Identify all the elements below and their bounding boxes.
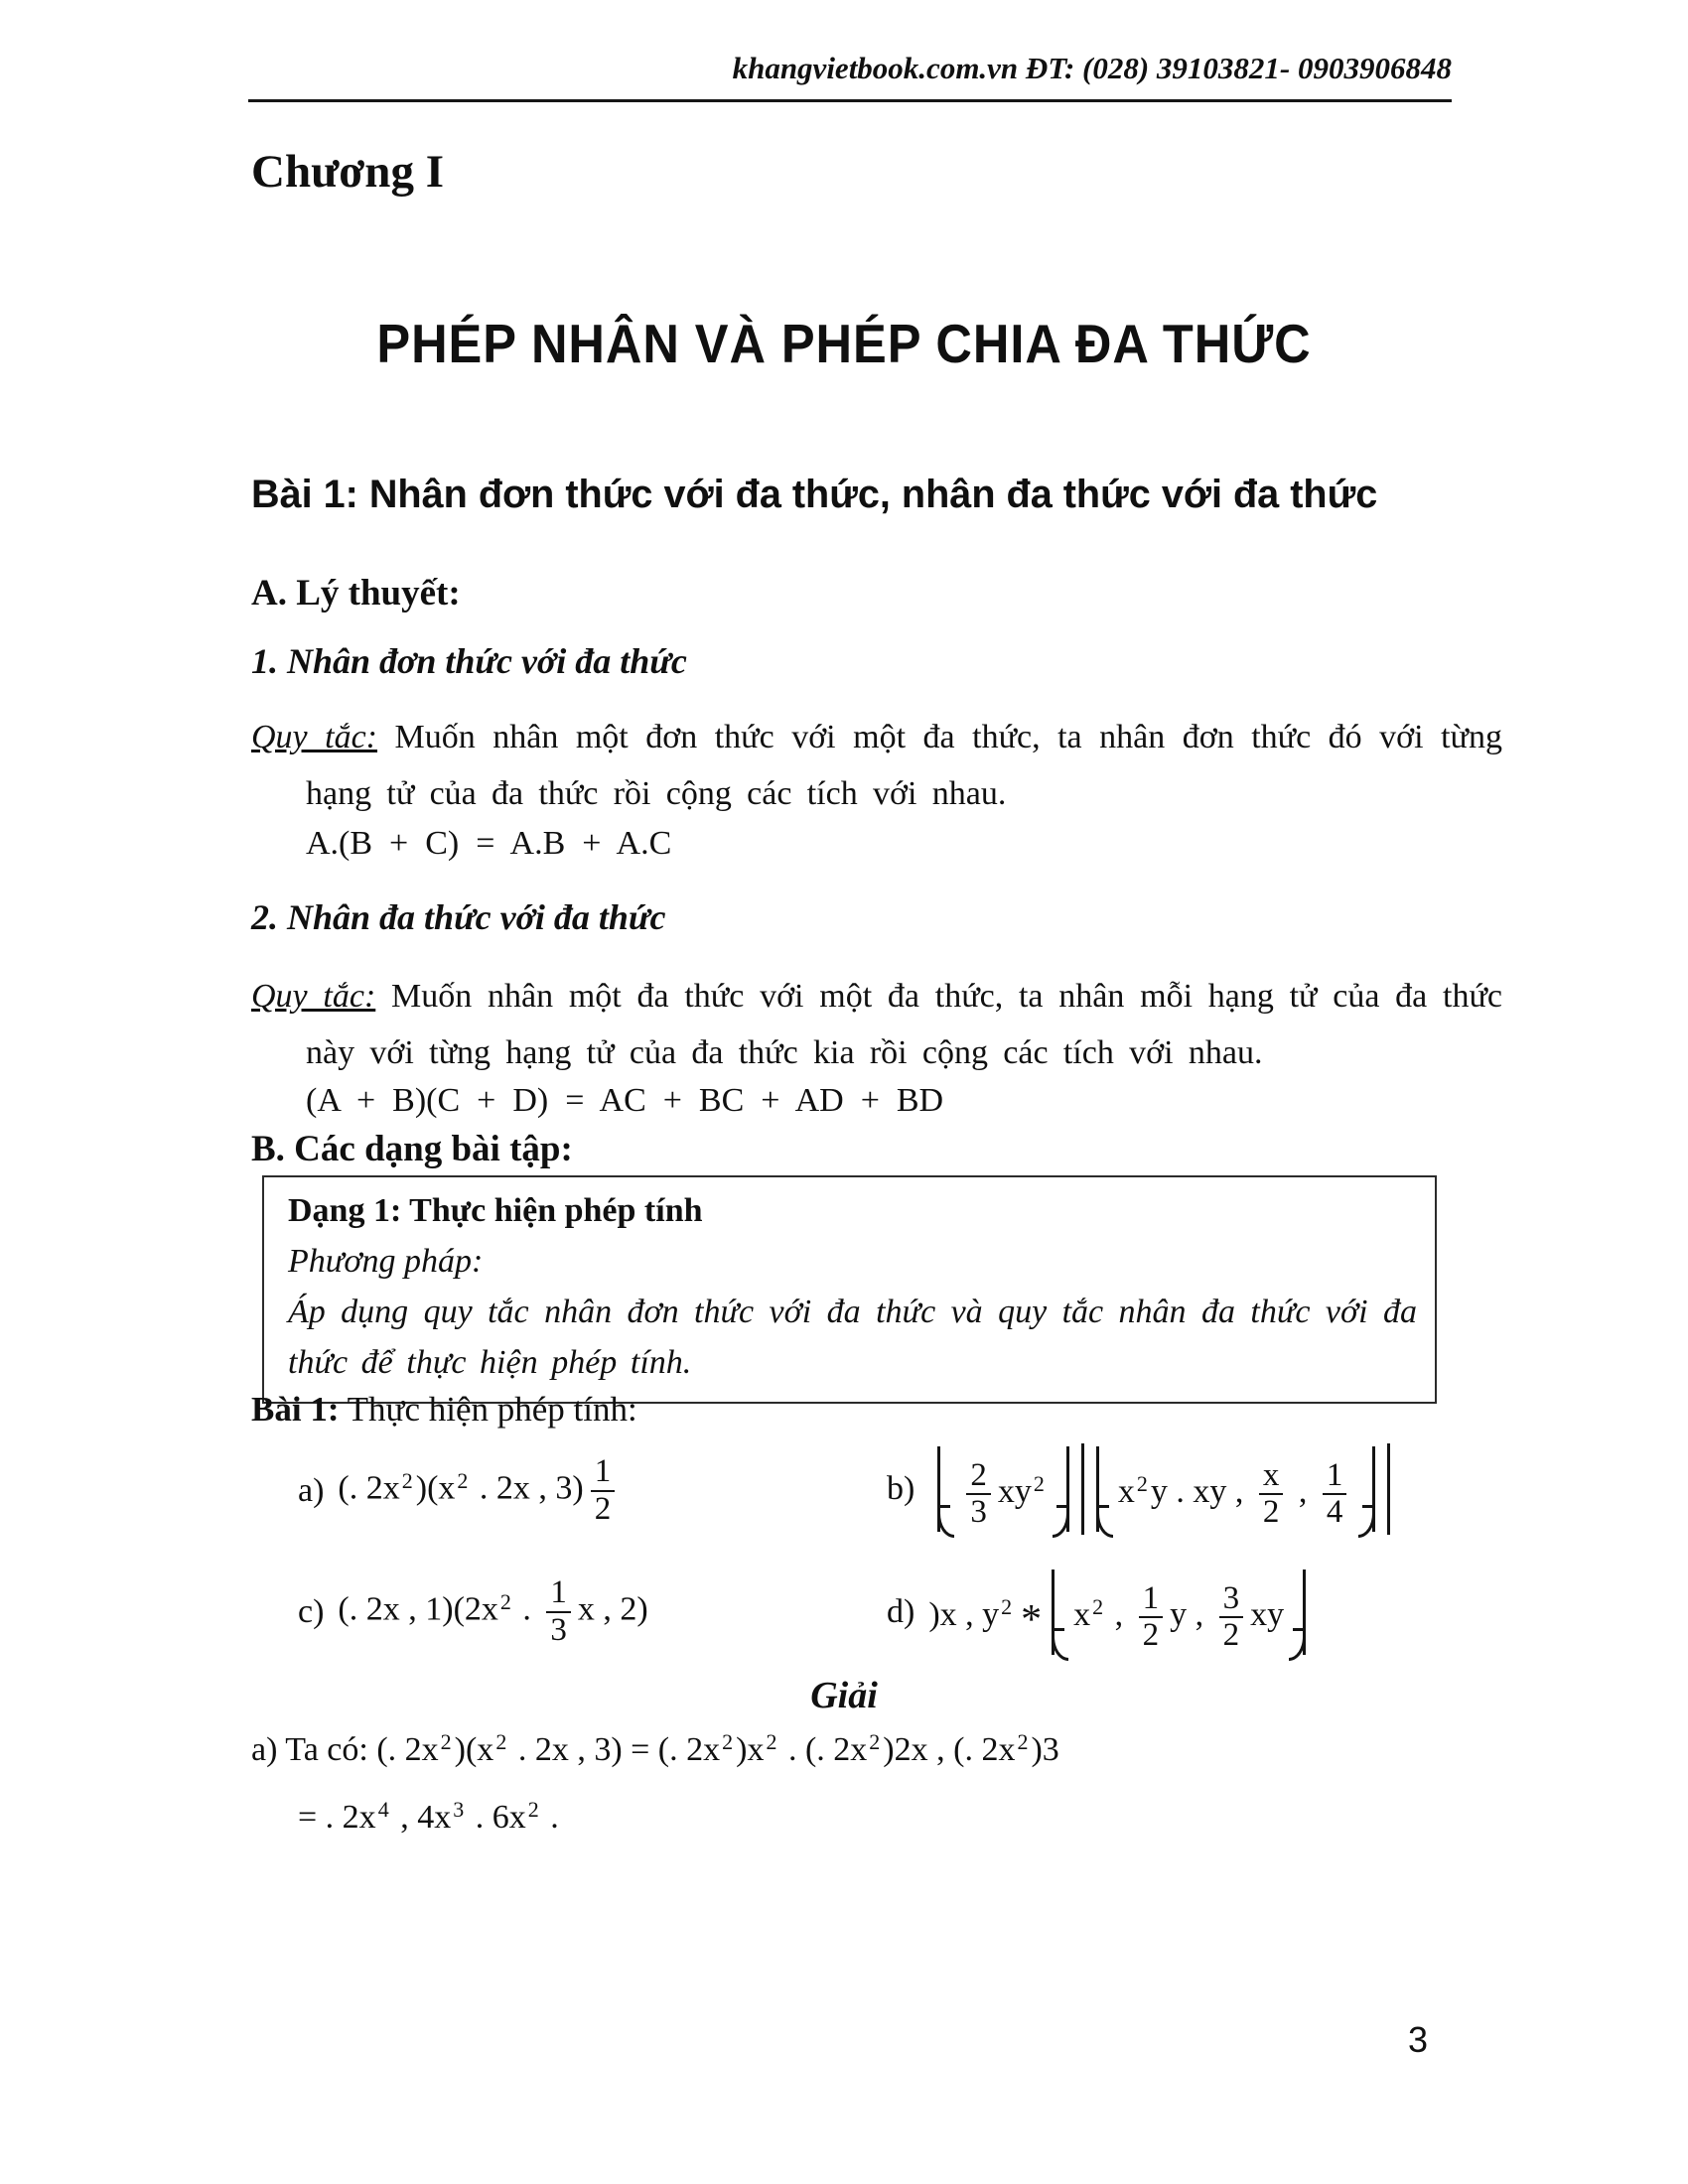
formula-1: A.(B + C) = A.B + A.C [306,825,672,862]
exercise-text: Thực hiện phép tính: [339,1390,637,1429]
header-text: khangvietbook.com.vn ĐT: (028) 39103821- 0903906848 [732,51,1452,85]
theory-heading: A. Lý thuyết: [251,573,461,614]
exercise-item-d [887,1565,1315,1660]
item-d-math: )x , $y^2 * x^2$ , $\frac{1}{2}$ y , $\frac{3}{2}$ xy [928,1570,1315,1655]
page-header [248,50,1452,102]
rule-label-1: Quy tắc: [251,719,378,755]
rule-text-2: Muốn nhân một đa thức với một đa thức, ta nhân mỗi hạng tử của đa thức này với từng hạng tử của đa thức kia rồi cộng các tích với nhau. [306,978,1502,1071]
lesson-heading: Bài 1: Nhân đơn thức với đa thức, nhân đa thức với đa thức [251,473,1378,516]
chapter-title: PHÉP NHÂN VÀ PHÉP CHIA ĐA THỨC [376,313,1312,374]
rule-label-2: Quy tắc: [251,978,376,1015]
chapter-label: Chương I [251,146,444,198]
item-a-label: a) [298,1472,325,1509]
exercise-item-c [298,1565,648,1660]
page-number: 3 [1408,2019,1429,2060]
method-text: Áp dụng quy tắc nhân đơn thức với đa thức và quy tắc nhân đa thức với đa thức để thực hiện phép tính. [288,1294,1417,1381]
method-box [262,1175,1437,1404]
exercise-item-b [887,1441,1393,1537]
solution-title: Giải [810,1675,878,1716]
item-a-math: (. $2x^2)(x^2$ . 2x , 3) $\frac{1}{2}$ [338,1454,622,1527]
item-c-label: c) [298,1593,325,1630]
exercise-item-a [298,1443,622,1539]
solution-line-1: a) Ta có: (. $2x^2)(x^2$ . 2x , 3) = (. $2x^2)x^2$ . (. $2x^2)2x$ , (. $2x^2)3$ [251,1729,1059,1768]
exercise-label: Bài 1: [251,1390,340,1429]
practice-heading: B. Các dạng bài tập: [251,1129,573,1169]
item-c-math: (. 2x , $1)(2x^2$ . $\frac{1}{3}$ x , 2) [338,1574,648,1648]
exercise-heading [251,1390,637,1430]
rule-paragraph-1 [251,709,1502,822]
method-label: Phương pháp: [288,1243,484,1280]
method-box-title: Dạng 1: Thực hiện phép tính [288,1192,703,1229]
rule-text-1: Muốn nhân một đơn thức với một đa thức, ta nhân đơn thức đó với từng hạng tử của đa thức rồi cộng các tích với nhau. [306,719,1502,812]
item-b-math: $\frac{2}{3}$ $xy^2$ $x^2y$ . xy , $\frac{x}{2}$ , $\frac{1}{4}$ [928,1443,1393,1535]
item-d-label: d) [887,1593,915,1630]
item-b-label: b) [887,1470,915,1507]
rule-paragraph-2 [251,968,1502,1081]
formula-2: (A + B)(C + D) = AC + BC + AD + BD [306,1082,944,1119]
theory-subheading-2: 2. Nhân đa thức với đa thức [251,897,666,937]
theory-subheading-1: 1. Nhân đơn thức với đa thức [251,641,687,681]
solution-line-2: = . $2x^4$ , $4x^3$ . $6x^2$ . [298,1797,559,1836]
